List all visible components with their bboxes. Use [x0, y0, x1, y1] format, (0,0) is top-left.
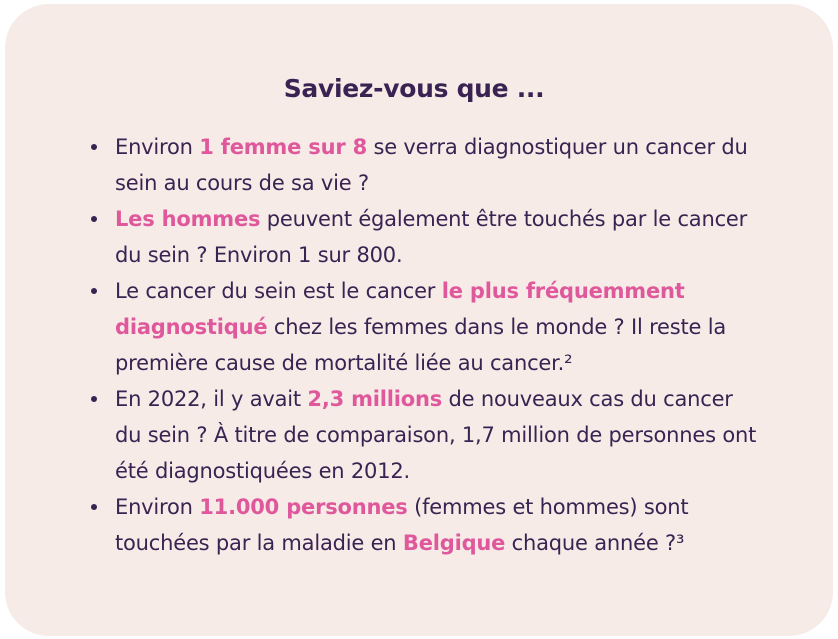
fact-highlight: 2,3 millions — [307, 387, 443, 411]
bullet-icon — [91, 216, 97, 222]
fact-text: Environ — [115, 495, 200, 519]
facts-list — [85, 129, 765, 561]
fact-highlight-country: Belgique — [402, 531, 506, 555]
list-item — [115, 201, 765, 273]
card-title: Saviez-vous que ... — [283, 74, 545, 103]
fact-text: Environ — [115, 135, 200, 159]
fact-highlight: Les hommes — [115, 207, 261, 231]
fact-text: (femmes et hommes) sont touchées par la maladie en — [115, 495, 689, 555]
fact-text: peuvent également être touchés par le cancer du sein ? Environ 1 sur 800. — [115, 207, 748, 267]
fact-highlight: le plus fréquemment diagnostiqué — [115, 279, 685, 339]
list-item — [115, 273, 765, 381]
bullet-icon — [91, 144, 97, 150]
fact-text: se verra diagnostiquer un cancer du sein au cours de sa vie ? — [115, 135, 748, 195]
fact-text: de nouveaux cas du cancer du sein ? À titre de comparaison, 1,7 million de personnes ont été diagnostiquées en 2012. — [115, 387, 757, 483]
bullet-icon — [91, 504, 97, 510]
list-item — [115, 489, 765, 561]
list-item — [115, 129, 765, 201]
bullet-icon — [91, 396, 97, 402]
info-card — [5, 4, 833, 636]
fact-text: Le cancer du sein est le cancer — [115, 279, 442, 303]
fact-highlight: 1 femme sur 8 — [199, 135, 367, 159]
bullet-icon — [91, 288, 97, 294]
list-item — [115, 381, 765, 489]
fact-text: chaque année ?³ — [505, 531, 685, 555]
fact-text: En 2022, il y avait — [115, 387, 308, 411]
fact-text: chez les femmes dans le monde ? Il reste la première cause de mortalité liée au cancer.² — [115, 315, 727, 375]
fact-highlight: 11.000 personnes — [199, 495, 408, 519]
